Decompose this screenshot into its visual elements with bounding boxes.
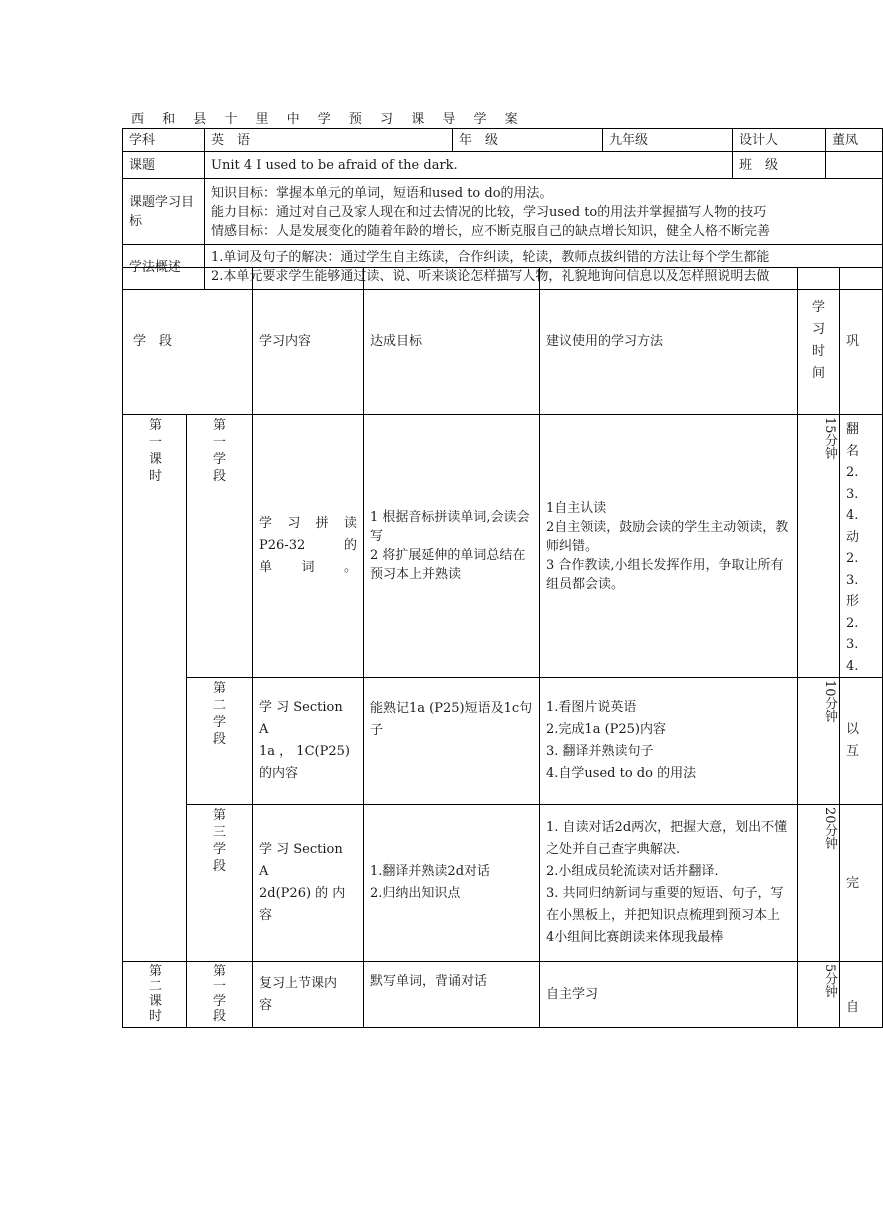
- lesson-2-label: 第二课时: [123, 962, 187, 1028]
- stage-content: 学 习 Section A 2d(P26) 的 内 容: [253, 805, 364, 962]
- stage-content: 学 习 Section A 1a ， 1C(P25) 的内容: [253, 678, 364, 805]
- stage-last: 完: [840, 805, 883, 962]
- stage-methods: 1自主认读 2自主领读，鼓励会读的学生主动领读，教师纠错。 3 合作教读,小组长发挥作用，争取让所有组员都会读。: [540, 415, 798, 678]
- grade-value: 九年级: [603, 129, 733, 152]
- time-header: 学习时间: [798, 268, 840, 415]
- content-header: 学习内容: [253, 268, 364, 415]
- page-title: 西 和 县 十 里 中 学 预 习 课 导 学 案: [131, 112, 525, 127]
- stage-targets: 1 根据音标拼读单词,会读会写 2 将扩展延伸的单词总结在预习本上并熟读: [364, 415, 540, 678]
- topic-value: Unit 4 I used to be afraid of the dark.: [205, 152, 733, 179]
- table-row: [123, 805, 883, 962]
- goals-label: 课题学习目标: [123, 179, 205, 245]
- stage-targets: 能熟记1a (P25)短语及1c句子: [364, 678, 540, 805]
- class-value: [826, 152, 883, 179]
- stage-last: 翻 名 2. 3. 4. 动 2. 3. 形 2. 3. 4.: [840, 415, 883, 678]
- stage-label: 第一学段: [187, 415, 253, 678]
- stage-methods: 自主学习: [540, 962, 798, 1028]
- stage-last: 以 互: [840, 678, 883, 805]
- grade-label: 年 级: [453, 129, 603, 152]
- stage-time: 5分钟: [798, 962, 840, 1028]
- topic-label: 课题: [123, 152, 205, 179]
- table-row: [123, 415, 883, 678]
- stage-label: 第二学段: [187, 678, 253, 805]
- stage-label: 第一学段: [187, 962, 253, 1028]
- stage-label: 第三学段: [187, 805, 253, 962]
- stage-time: 20分钟: [798, 805, 840, 962]
- last-header: 巩: [840, 268, 883, 415]
- subject-label: 学科: [123, 129, 205, 152]
- stage-targets: 默写单词，背诵对话: [364, 962, 540, 1028]
- subject-value: 英 语: [205, 129, 453, 152]
- stage-time: 15分钟: [798, 415, 840, 678]
- goals-cell: [205, 179, 883, 245]
- emotion-goal: 情感目标：人是发展变化的随着年龄的增长，应不断克服自己的缺点增长知识，健全人格不断完善: [211, 223, 771, 239]
- lesson-1-label: 第一课时: [123, 415, 187, 962]
- header-table: [122, 128, 883, 290]
- table-header-row: [123, 268, 883, 415]
- stage-targets: 1.翻译并熟读2d对话 2.归纳出知识点: [364, 805, 540, 962]
- stage-methods: 1.看图片说英语 2.完成1a (P25)内容 3. 翻译并熟读句子 4.自学used to do 的用法: [540, 678, 798, 805]
- designer-value: 董凤: [826, 129, 883, 152]
- header-row-goals: [123, 179, 883, 245]
- table-row: [123, 678, 883, 805]
- stage-last: 自: [840, 962, 883, 1028]
- ability-goal: 能力目标：通过对自己及家人现在和过去情况的比较，学习used to的用法并掌握描写人物的技巧: [211, 204, 767, 220]
- table-row: [123, 962, 883, 1028]
- method-label: 学法概述: [123, 245, 205, 290]
- stage-content: 学 习 拼 读P26-32 的 单词。: [253, 415, 364, 678]
- method-line-1: 1.单词及句子的解决：通过学生自主练读，合作纠读，轮读，教师点拔纠错的方法让每个学生都能: [211, 250, 770, 265]
- header-row-topic: [123, 152, 883, 179]
- designer-label: 设计人: [733, 129, 826, 152]
- method-header: 建议使用的学习方法: [540, 268, 798, 415]
- lesson-table: [122, 267, 883, 1028]
- class-label: 班 级: [733, 152, 826, 179]
- method-line-2: 2.本单元要求学生能够通过读、说、听来谈论怎样描写人物，礼貌地询问信息以及怎样照说明去做: [211, 269, 770, 284]
- stage-methods: 1. 自读对话2d两次，把握大意，划出不懂之处并自己查字典解决. 2.小组成员轮流读对话并翻译. 3. 共同归纳新词与重要的短语、句子，写在小黑板上，并把知识点梳理到预习本上 4小组间比赛朗读来体现我最棒: [540, 805, 798, 962]
- target-header: 达成目标: [364, 268, 540, 415]
- knowledge-goal: 知识目标：掌握本单元的单词，短语和used to do的用法。: [211, 185, 553, 201]
- stage-time: 10分钟: [798, 678, 840, 805]
- stage-header: 学 段: [123, 268, 253, 415]
- stage-content: 复习上节课内 容: [253, 962, 364, 1028]
- header-row-subject: [123, 129, 883, 152]
